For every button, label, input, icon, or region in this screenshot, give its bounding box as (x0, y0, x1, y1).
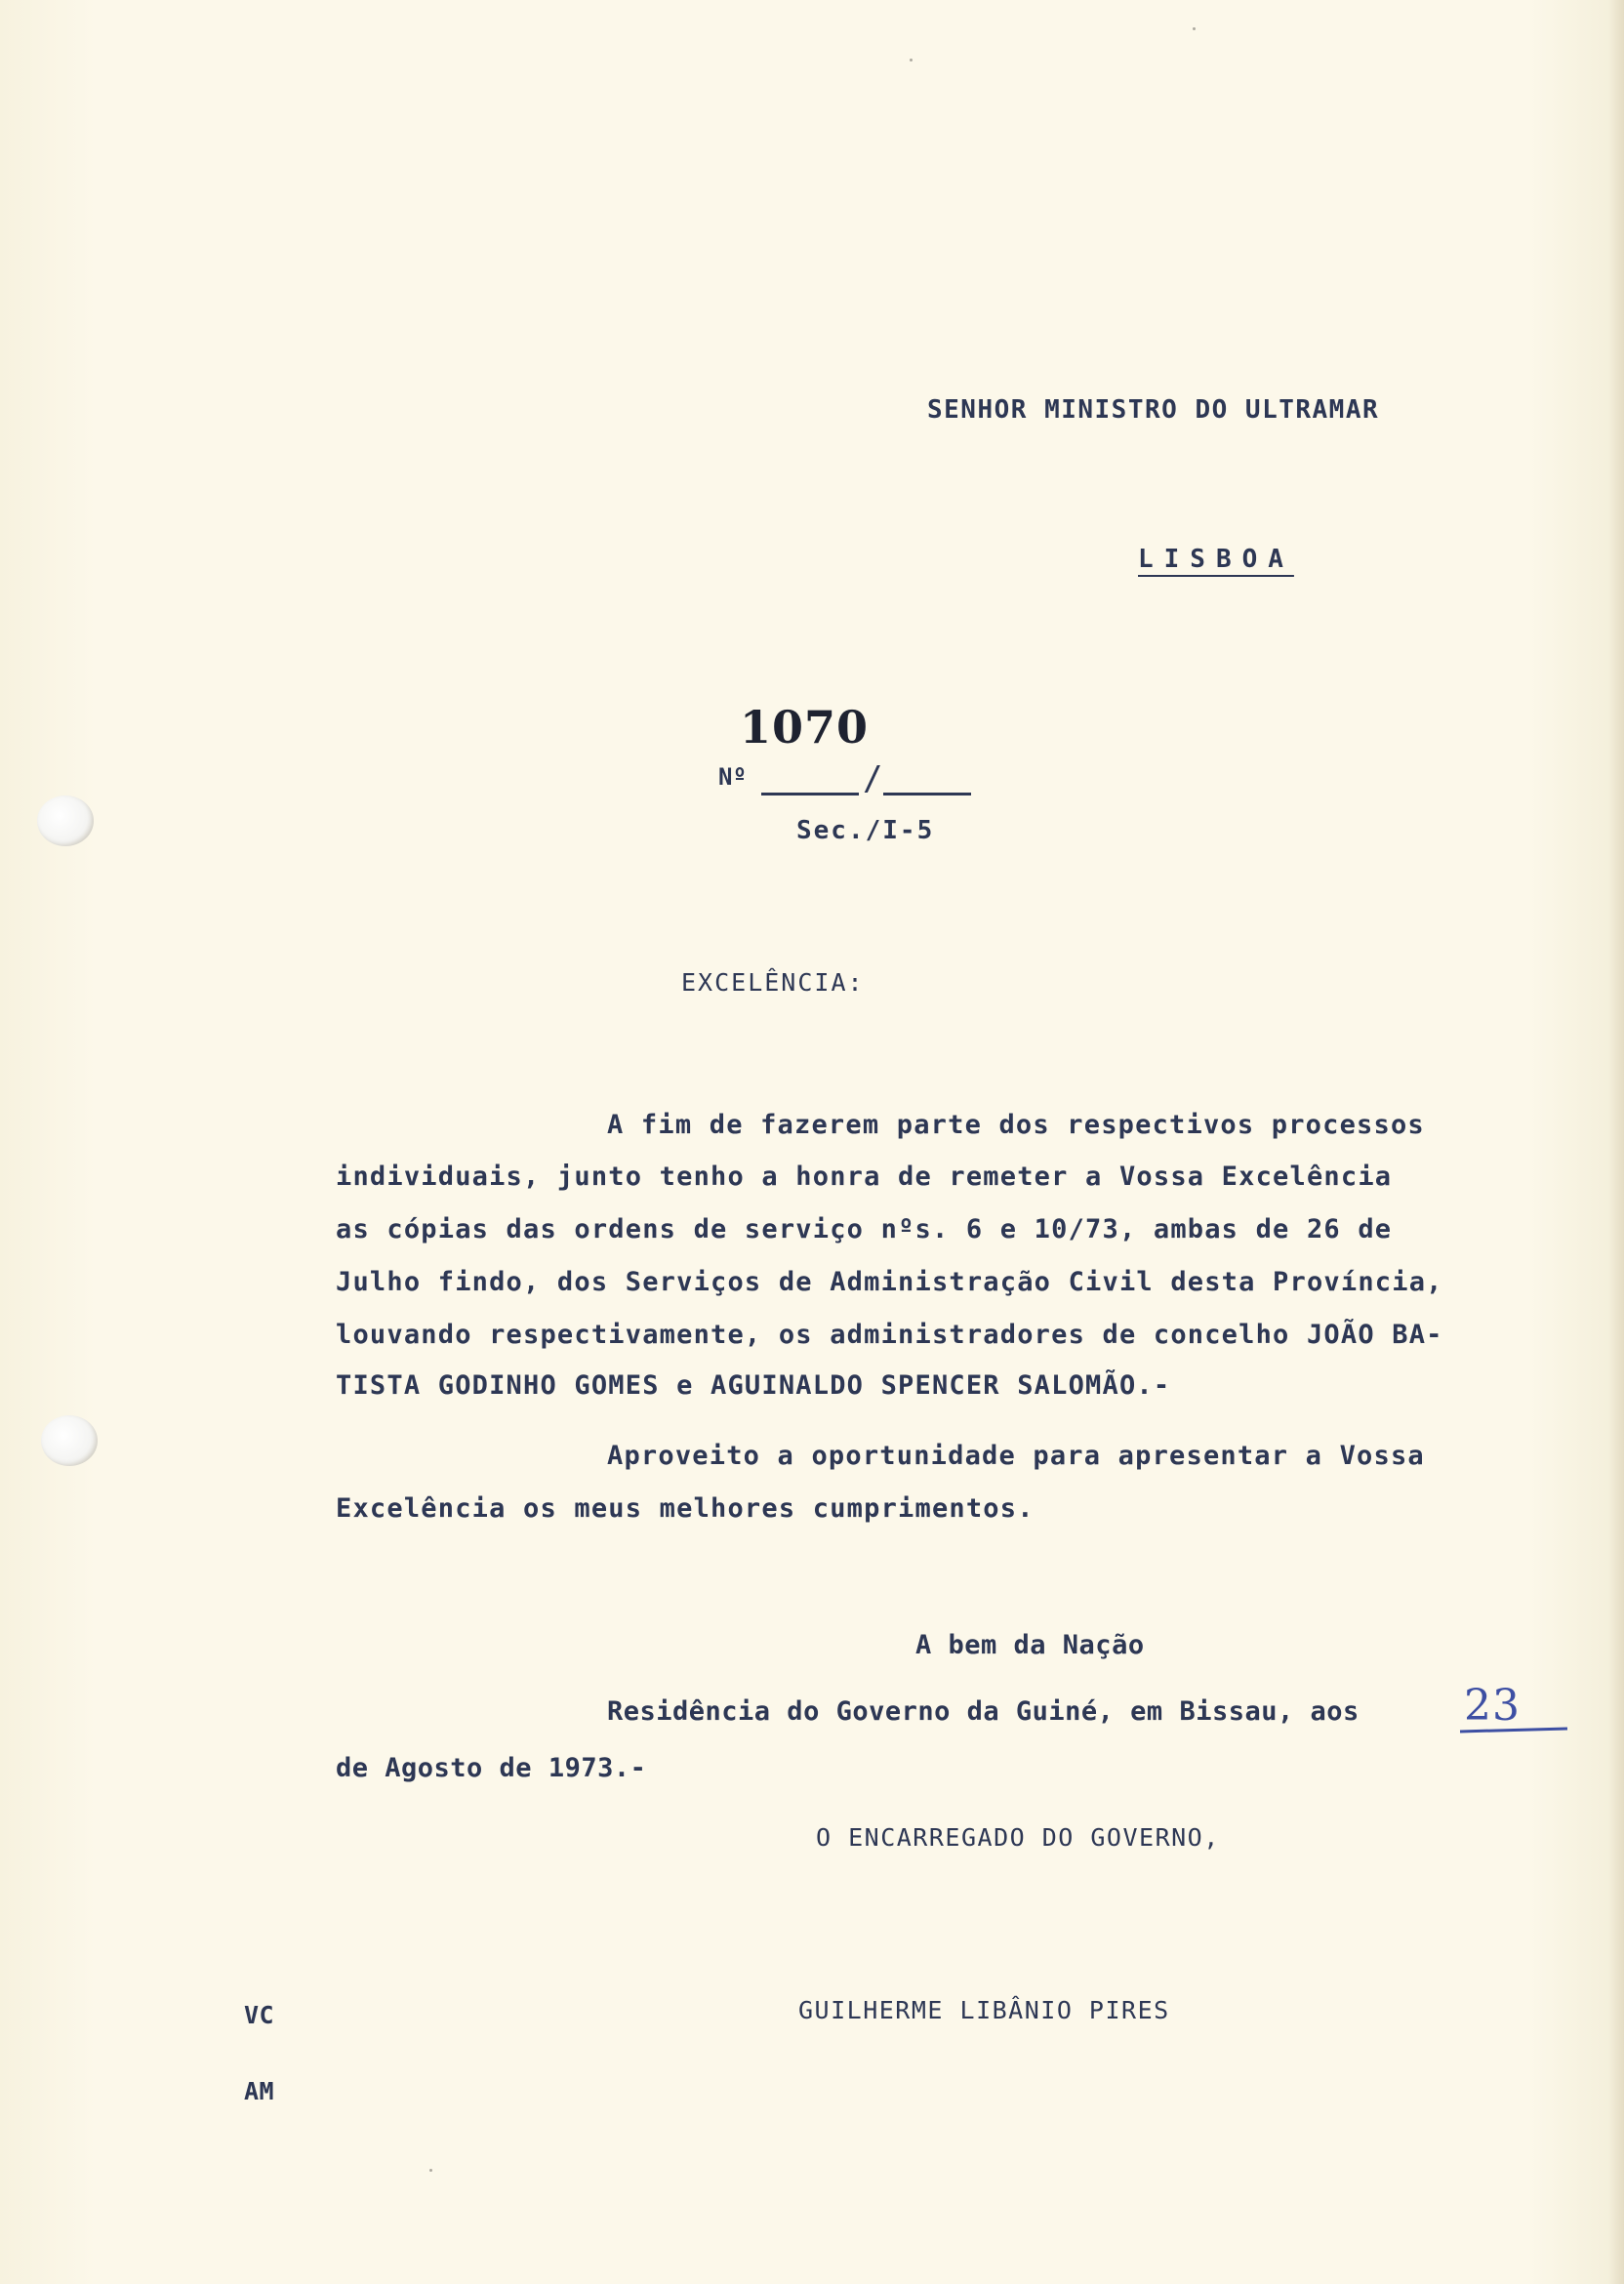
paper-edge (1608, 0, 1624, 2284)
punch-hole (37, 795, 94, 846)
punch-hole (41, 1415, 98, 1466)
paper-speck (1193, 27, 1196, 30)
number-blank-line (761, 793, 859, 795)
salutation: EXCELÊNCIA: (681, 968, 865, 997)
handwritten-day: 23 (1464, 1681, 1521, 1731)
body-line: Julho findo, dos Serviços de Administração Civil desta Província, (336, 1267, 1443, 1297)
closing-motto: A bem da Nação (915, 1630, 1145, 1660)
residence-line: Residência do Governo da Guiné, em Bissau, aos (607, 1696, 1360, 1727)
number-separator: / (863, 759, 883, 798)
paper-speck (910, 59, 913, 61)
body-line: individuais, junto tenho a honra de remeter a Vossa Excelência (336, 1162, 1393, 1192)
typist-initials: VC (244, 2001, 275, 2029)
typist-initials: AM (244, 2077, 275, 2105)
body-line: TISTA GODINHO GOMES e AGUINALDO SPENCER SALOMÃO.- (336, 1370, 1171, 1401)
body-line: Excelência os meus melhores cumprimentos. (336, 1493, 1035, 1524)
reference-number-label: Nº (718, 763, 747, 791)
signatory-role: O ENCARREGADO DO GOVERNO, (816, 1823, 1220, 1852)
body-line: louvando respectivamente, os administradores de concelho JOÃO BA- (336, 1320, 1443, 1350)
paper-speck (429, 2169, 432, 2172)
addressee-title: SENHOR MINISTRO DO ULTRAMAR (927, 395, 1380, 425)
signatory-name: GUILHERME LIBÂNIO PIRES (798, 1996, 1170, 2024)
date-line: de Agosto de 1973.- (336, 1753, 647, 1783)
body-line: as cópias das ordens de serviço nºs. 6 e 10/73, ambas de 26 de (336, 1214, 1393, 1244)
section-code: Sec./I-5 (796, 816, 935, 845)
reference-number-stamp: 1070 (740, 701, 870, 754)
year-blank-line (883, 793, 971, 795)
addressee-city: LISBOA (1138, 545, 1294, 574)
body-line: Aproveito a oportunidade para apresentar a Vossa (607, 1441, 1425, 1471)
body-line: A fim de fazerem parte dos respectivos processos (607, 1110, 1425, 1140)
